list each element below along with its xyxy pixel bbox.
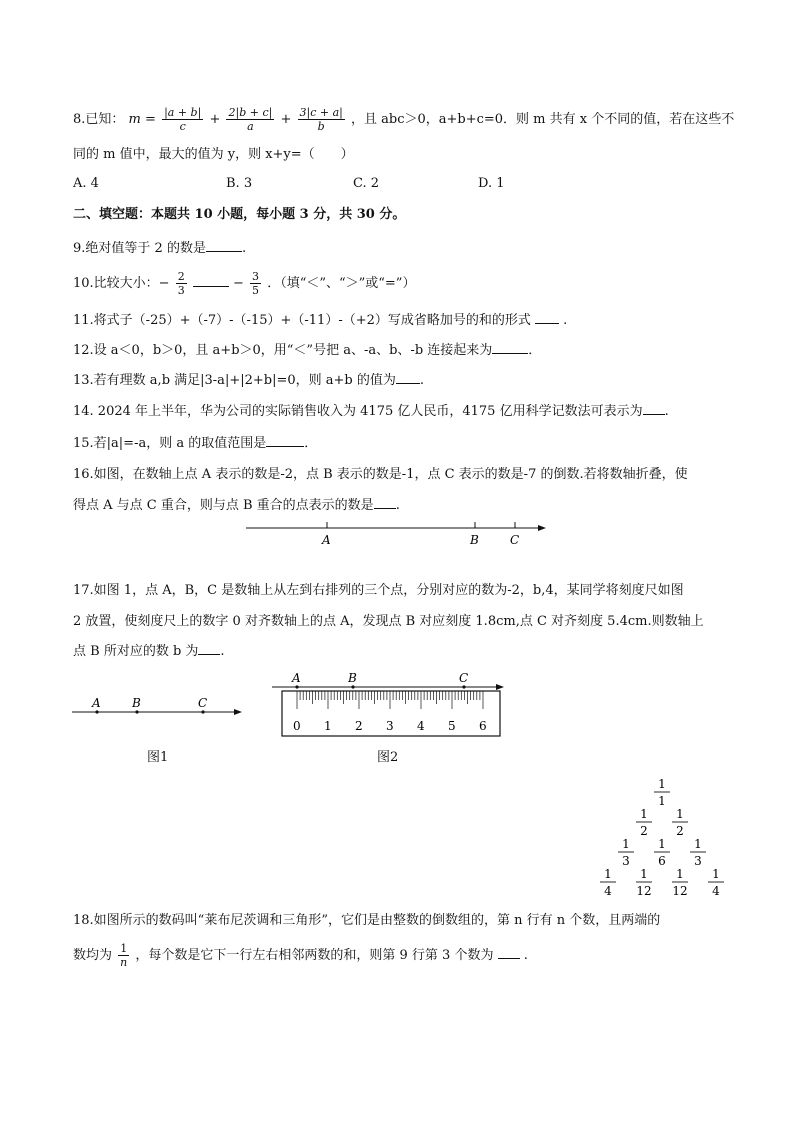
q10-fraction-1: $\frac{2}{3}$ [177, 270, 185, 297]
ruler-number: 2 [355, 719, 363, 733]
triangle-numerator: 1 [640, 867, 648, 881]
q8-line2: 同的 m 值中，最大的值为 y，则 x+y=（ ） [73, 147, 354, 162]
q18-line2: 数均为 $\frac{1}{n}$ ，每个数是它下一行左右相邻两数的和，则第 9 行第 3 个数为 . [73, 942, 528, 969]
triangle-denominator: 1 [658, 794, 666, 808]
triangle-numerator: 1 [694, 837, 702, 851]
triangle-denominator: 2 [640, 824, 648, 838]
q8-line1 [73, 106, 734, 133]
triangle-denominator: 3 [622, 854, 630, 868]
triangle-numerator: 1 [712, 867, 720, 881]
triangle-numerator: 1 [604, 867, 612, 881]
section-header: 二、填空题：本题共 10 小题，每小题 3 分，共 30 分。 [73, 207, 406, 222]
q14: 14. 2024 年上半年，华为公司的实际销售收入为 4175 亿人民币，4175 亿用科学记数法可表示为 . [73, 404, 669, 419]
q8-fraction-2: $\frac{2|b + c|}{a}$ [228, 106, 273, 133]
q16-label-a: A [322, 533, 331, 547]
q16-line2: 得点 A 与点 C 重合，则与点 B 重合的点表示的数是 . [73, 498, 400, 513]
q9: 9.绝对值等于 2 的数是 . [73, 241, 247, 256]
ruler-number: 0 [293, 719, 301, 733]
triangle-denominator: 4 [712, 884, 720, 898]
q17-line2: 2 放置，使刻度尺上的数字 0 对齐数轴上的点 A，发现点 B 对应刻度 1.8cm,点 C 对齐刻度 5.4cm.则数轴上 [73, 614, 704, 629]
q8-prefix: 8.已知： [73, 112, 125, 127]
ruler-number: 6 [479, 719, 487, 733]
q17-line3: 点 B 所对应的数 b 为 . [73, 644, 225, 659]
triangle-denominator: 4 [604, 884, 612, 898]
triangle-numerator: 1 [676, 807, 684, 821]
ruler-number: 1 [324, 719, 332, 733]
svg-text:C: C [459, 671, 469, 685]
q16-number-line [240, 516, 550, 550]
svg-text:A: A [92, 696, 101, 710]
triangle-numerator: 1 [676, 867, 684, 881]
q16-label-c: C [510, 533, 520, 547]
svg-text:A: A [292, 671, 301, 685]
svg-text:C: C [198, 696, 208, 710]
q12: 12.设 a＜0，b＞0，且 a+b＞0，用“＜”号把 a、-a、b、-b 连接起来为 ． [73, 343, 542, 358]
q8-suffix: ，且 abc＞0，a+b+c=0．则 m 共有 x 个不同的值，若在这些不 [350, 112, 735, 127]
fig2-caption: 图2 [377, 750, 399, 765]
q8-option-b: B. 3 [226, 176, 253, 191]
triangle-denominator: 6 [658, 854, 666, 868]
triangle-numerator: 1 [658, 837, 666, 851]
triangle-numerator: 1 [622, 837, 630, 851]
q17-line1: 17.如图 1，点 A，B，C 是数轴上从左到右排列的三个点，分别对应的数为-2，b,4，某同学将刻度尺如图 [73, 583, 684, 598]
leibniz-triangle [585, 770, 725, 910]
q17-figure-2-ruler [268, 670, 508, 740]
q17-figure-1 [70, 694, 245, 724]
q8-option-c: C. 2 [353, 176, 380, 191]
ruler-number: 5 [448, 719, 456, 733]
triangle-numerator: 1 [658, 777, 666, 791]
q10: 10.比较大小：− $\frac{2}{3}$ − $\frac{3}{5}$ ．（填“＜”、“＞”或“=”） [73, 270, 416, 297]
q8-option-d: D. 1 [478, 176, 505, 191]
svg-text:B: B [132, 696, 141, 710]
q8-fraction-3: $\frac{3|c + a|}{b}$ [299, 106, 343, 133]
q8-plus-2: + [280, 112, 292, 127]
q18-line1: 18.如图所示的数码叫“莱布尼茨调和三角形”，它们是由整数的倒数组的，第 n 行有 n 个数，且两端的 [73, 913, 661, 928]
triangle-denominator: 2 [676, 824, 684, 838]
ruler-number: 4 [417, 719, 425, 733]
q8-plus-1: + [209, 112, 221, 127]
q15: 15.若|a|=-a，则 a 的取值范围是 ． [73, 436, 318, 451]
q8-eq: = [145, 112, 156, 127]
triangle-denominator: 12 [636, 884, 652, 898]
q16-label-b: B [470, 533, 479, 547]
q10-fraction-2: $\frac{3}{5}$ [252, 270, 260, 297]
fig1-caption: 图1 [147, 750, 169, 765]
q8-option-a: A. 4 [73, 176, 99, 191]
q18-fraction: $\frac{1}{n}$ [120, 942, 128, 969]
q13: 13.若有理数 a,b 满足|3-a|+|2+b|=0，则 a+b 的值为 . [73, 373, 424, 388]
q16-line1: 16.如图，在数轴上点 A 表示的数是-2，点 B 表示的数是-1，点 C 表示的数是-7 的倒数.若将数轴折叠，使 [73, 467, 688, 482]
triangle-numerator: 1 [640, 807, 648, 821]
triangle-denominator: 12 [672, 884, 688, 898]
q8-fraction-1: $\frac{|a + b|}{c}$ [164, 106, 202, 133]
ruler-number: 3 [386, 719, 394, 733]
svg-text:B: B [348, 671, 357, 685]
q8-m: m [128, 112, 141, 127]
triangle-denominator: 3 [694, 854, 702, 868]
q11: 11.将式子（-25）+（-7）-（-15）+（-11）-（+2）写成省略加号的和的形式 . [73, 313, 568, 328]
